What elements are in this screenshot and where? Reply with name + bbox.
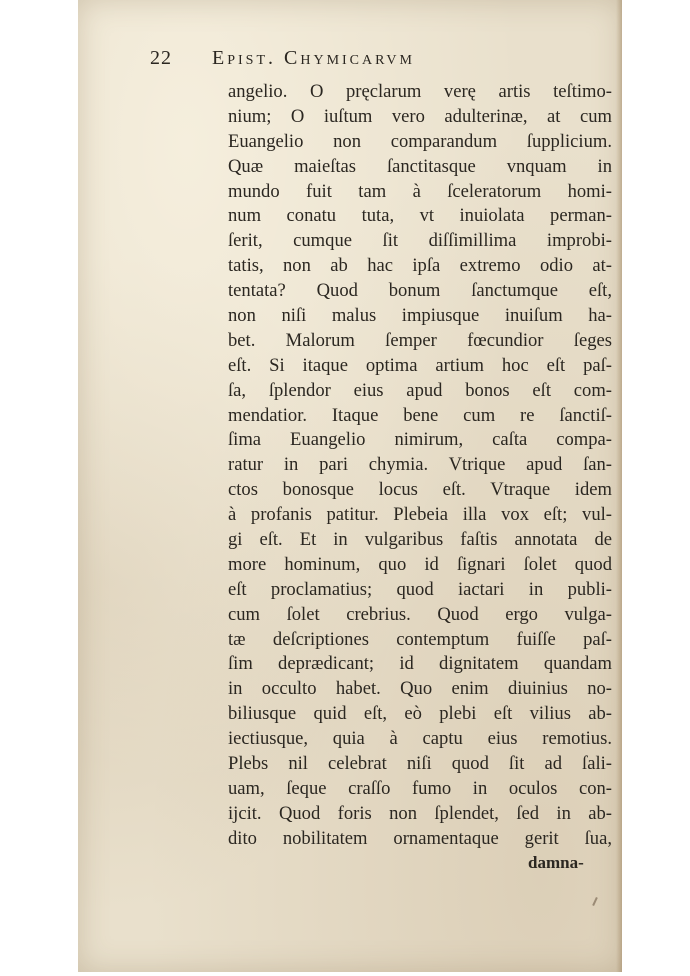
text-line: à profanis patitur. Plebeia illa vox eſt; vul- <box>228 504 612 526</box>
text-line: gi eſt. Et in vulgaribus faſtis annotata de <box>228 529 612 551</box>
text-line: uam, ſeque craſſo fumo in oculos con- <box>228 777 612 799</box>
text-line: ſa, ſplendor eius apud bonos eſt com- <box>228 379 612 401</box>
text-line: eſt. Si itaque optima artium hoc eſt paſ- <box>228 354 612 376</box>
text-line: Plebs nil celebrat niſi quod ſit ad ſali- <box>228 753 612 775</box>
text-line: ſima Euangelio nimirum, caſta compa- <box>228 429 612 451</box>
text-line: iectiusque, quia à captu eius remotius. <box>228 728 612 750</box>
text-line: cum ſolet crebrius. Quod ergo vulga- <box>228 603 612 625</box>
text-line: tæ deſcriptiones contemptum fuiſſe paſ- <box>228 628 612 650</box>
catchword: damna- <box>528 853 584 872</box>
text-line: mundo fuit tam à ſceleratorum homi- <box>228 180 612 202</box>
text-line: in occulto habet. Quo enim diuinius no- <box>228 678 612 700</box>
text-line: num conatu tuta, vt inuiolata perman- <box>228 205 612 227</box>
text-line: tentata? Quod bonum ſanctumque eſt, <box>228 280 612 302</box>
text-line: eſt proclamatius; quod iactari in publi- <box>228 578 612 600</box>
page-number: 22 <box>150 47 172 69</box>
text-line: nium; O iuſtum vero adulterinæ, at cum <box>228 105 612 127</box>
body-text <box>228 80 612 852</box>
running-head: Epist. Chymicarvm <box>212 47 415 69</box>
text-line: more hominum, quo id ſignari ſolet quod <box>228 553 612 575</box>
page-header <box>150 47 540 77</box>
text-line: mendatior. Itaque bene cum re ſanctiſ- <box>228 404 612 426</box>
text-line: ijcit. Quod foris non ſplendet, ſed in ab- <box>228 802 612 824</box>
text-line: biliusque quid eſt, eò plebi eſt vilius ab- <box>228 703 612 725</box>
text-line: angelio. O pręclarum verę artis teſtimo- <box>228 81 612 102</box>
text-line: non niſi malus impiusque inuiſum ha- <box>228 305 612 327</box>
text-line: dito nobilitatem ornamentaque gerit ſua, <box>228 827 612 849</box>
text-line: Euangelio non comparandum ſupplicium. <box>228 130 612 152</box>
text-line: ratur in pari chymia. Vtrique apud ſan- <box>228 454 612 476</box>
text-line: Quæ maieſtas ſanctitasque vnquam in <box>228 155 612 177</box>
page-edge-shadow <box>616 0 622 972</box>
text-line: ſerit, cumque ſit diſſimillima improbi- <box>228 230 612 252</box>
text-line: tatis, non ab hac ipſa extremo odio at- <box>228 255 612 277</box>
text-line: bet. Malorum ſemper fœcundior ſeges <box>228 329 612 351</box>
text-line: ctos bonosque locus eſt. Vtraque idem <box>228 479 612 501</box>
text-line: ſim deprædicant; id dignitatem quandam <box>228 653 612 675</box>
